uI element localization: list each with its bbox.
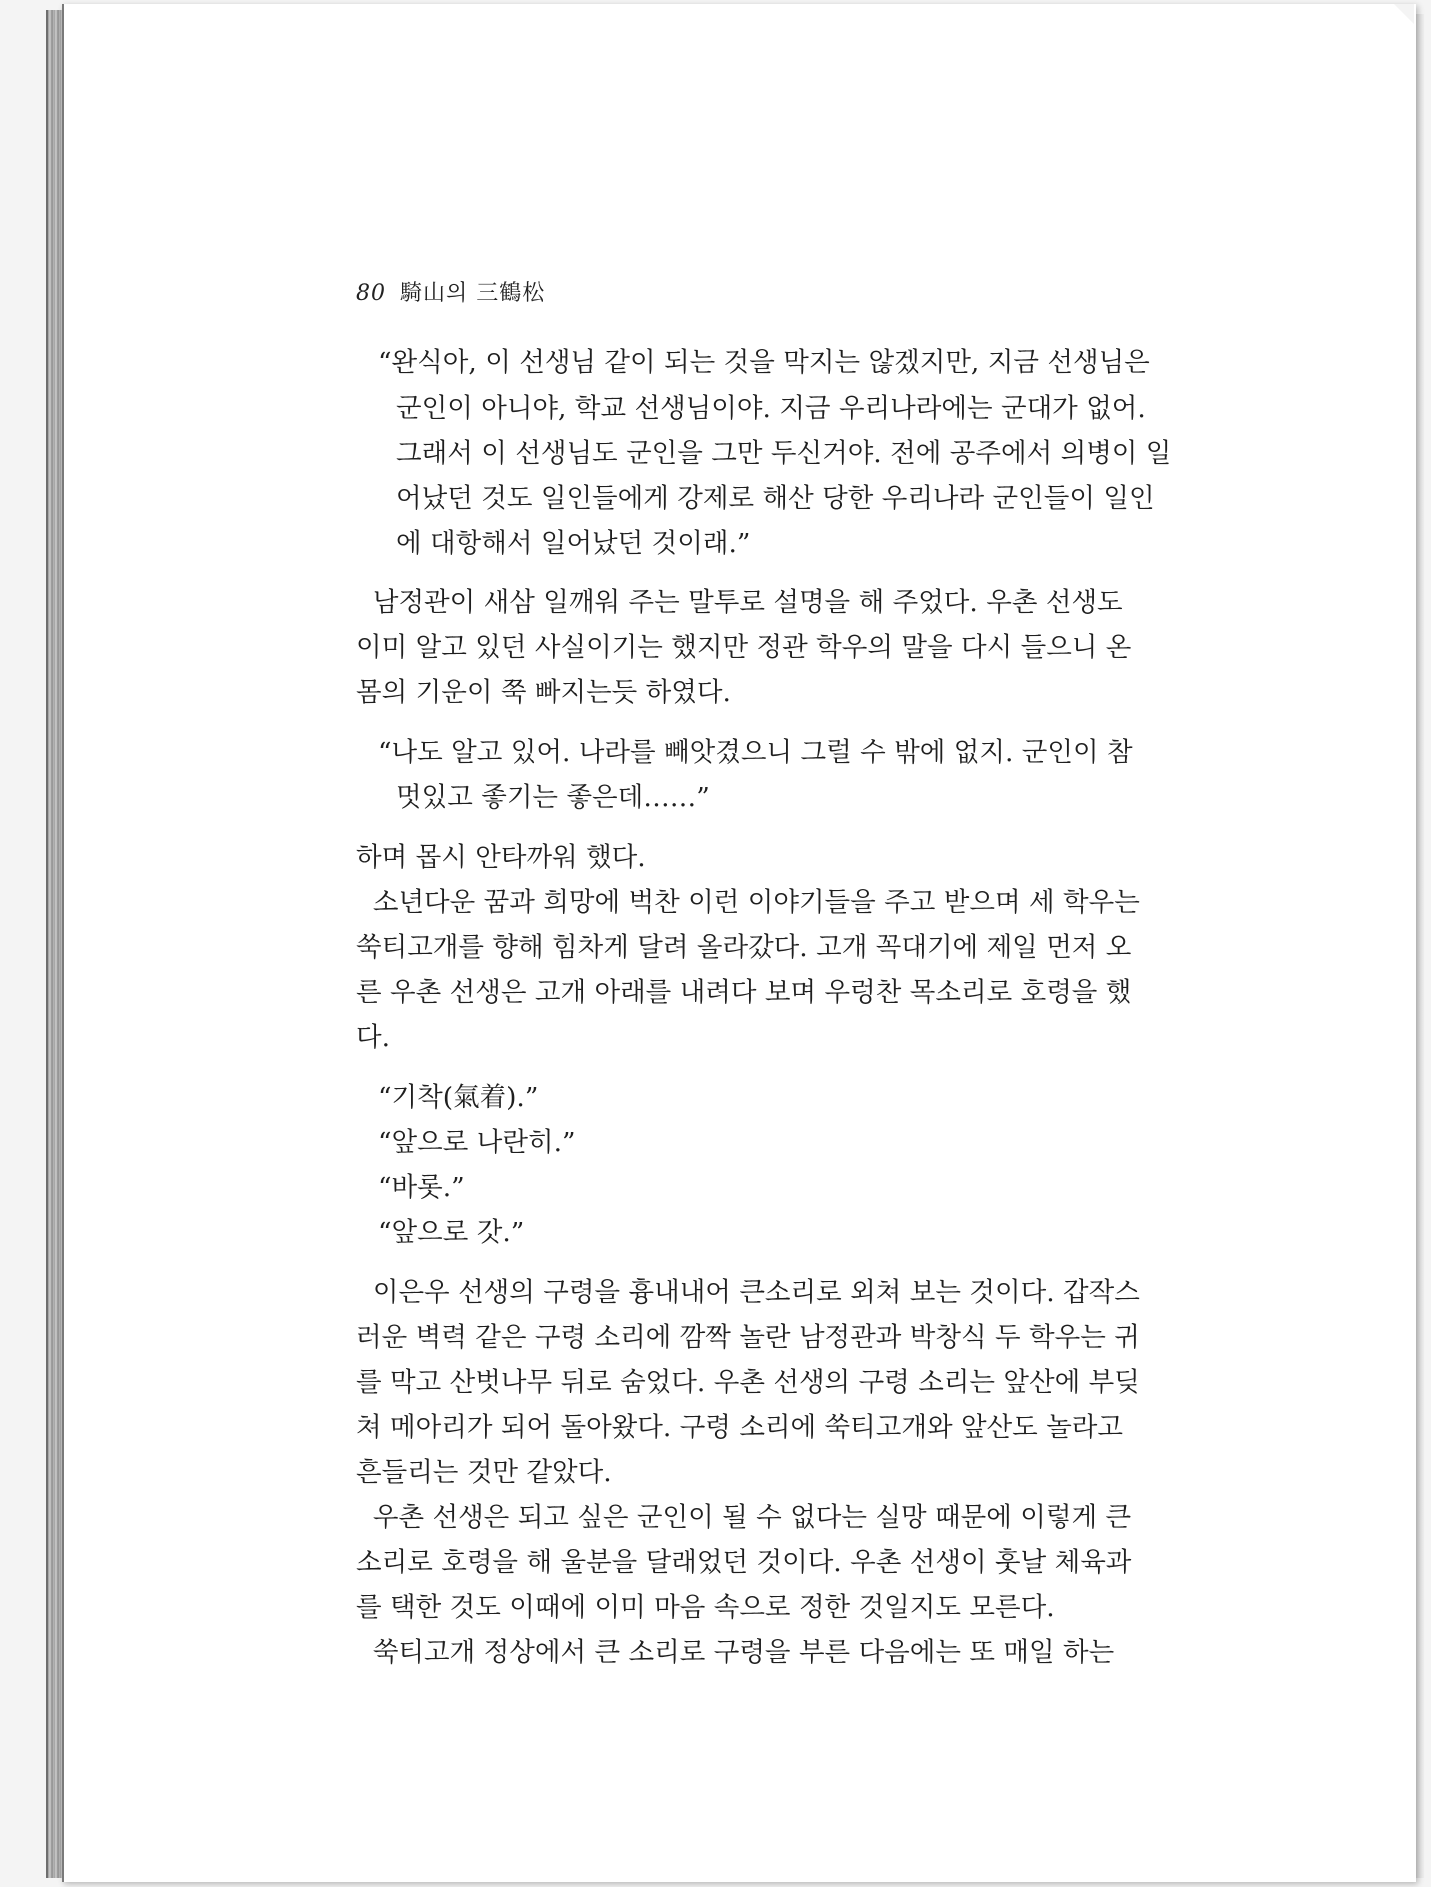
- paragraph-line: 남정관이 새삼 일깨워 주는 말투로 설명을 해 주었다. 우촌 선생도: [356, 587, 1123, 618]
- paragraph-line: 를 택한 것도 이때에 이미 마음 속으로 정한 것일지도 모른다.: [356, 1592, 1055, 1623]
- paragraph-line: 흔들리는 것만 같았다.: [356, 1457, 612, 1488]
- paragraph-line: 우촌 선생은 되고 싶은 군인이 될 수 없다는 실망 때문에 이렇게 큰: [356, 1502, 1132, 1533]
- quote-line: 그래서 이 선생님도 군인을 그만 두신거야. 전에 공주에서 의병이 일: [396, 438, 1172, 469]
- quote-line: 멋있고 좋기는 좋은데……”: [396, 782, 710, 813]
- command-line: “기착(氣着).”: [378, 1082, 539, 1113]
- running-head: [356, 276, 545, 307]
- paragraph-line: 하며 몹시 안타까워 했다.: [356, 842, 646, 873]
- paragraph-line: 이은우 선생의 구령을 흉내내어 큰소리로 외쳐 보는 것이다. 갑작스: [356, 1277, 1140, 1308]
- paragraph-line: 다.: [356, 1022, 391, 1053]
- paragraph-line: 쳐 메아리가 되어 돌아왔다. 구령 소리에 쑥티고개와 앞산도 놀라고: [356, 1412, 1123, 1443]
- page-corner: [1394, 4, 1414, 24]
- quote-line: “완식아, 이 선생님 같이 되는 것을 막지는 않겠지만, 지금 선생님은: [378, 347, 1150, 378]
- quote-line: 에 대항해서 일어났던 것이래.”: [396, 528, 751, 559]
- page-number: 80: [356, 281, 386, 306]
- command-line: “바롯.”: [378, 1172, 465, 1203]
- paragraph-line: 몸의 기운이 쭉 빠지는듯 하였다.: [356, 677, 731, 708]
- paragraph-line: 러운 벽력 같은 구령 소리에 깜짝 놀란 남정관과 박창식 두 학우는 귀: [356, 1322, 1140, 1353]
- command-line: “앞으로 나란히.”: [378, 1127, 576, 1158]
- book-title: 騎山의 三鶴松: [400, 281, 546, 306]
- paragraph-line: 쑥티고개 정상에서 큰 소리로 구령을 부른 다음에는 또 매일 하는: [356, 1637, 1115, 1668]
- paragraph-line: 소년다운 꿈과 희망에 벅찬 이런 이야기들을 주고 받으며 세 학우는: [356, 887, 1140, 918]
- paragraph-line: 른 우촌 선생은 고개 아래를 내려다 보며 우렁찬 목소리로 호령을 했: [356, 977, 1132, 1008]
- quote-line: “나도 알고 있어. 나라를 빼앗겼으니 그럴 수 밖에 없지. 군인이 참: [378, 737, 1133, 768]
- quote-line: 군인이 아니야, 학교 선생님이야. 지금 우리나라에는 군대가 없어.: [396, 393, 1146, 424]
- paragraph-line: 이미 알고 있던 사실이기는 했지만 정관 학우의 말을 다시 들으니 온: [356, 632, 1132, 663]
- paragraph-line: 쑥티고개를 향해 힘차게 달려 올라갔다. 고개 꼭대기에 제일 먼저 오: [356, 932, 1132, 963]
- paragraph-line: 를 막고 산벗나무 뒤로 숨었다. 우촌 선생의 구령 소리는 앞산에 부딪: [356, 1367, 1140, 1398]
- quote-line: 어났던 것도 일인들에게 강제로 해산 당한 우리나라 군인들이 일인: [396, 483, 1155, 514]
- paragraph-line: 소리로 호령을 해 울분을 달래었던 것이다. 우촌 선생이 훗날 체육과: [356, 1547, 1132, 1578]
- command-line: “앞으로 갓.”: [378, 1217, 525, 1248]
